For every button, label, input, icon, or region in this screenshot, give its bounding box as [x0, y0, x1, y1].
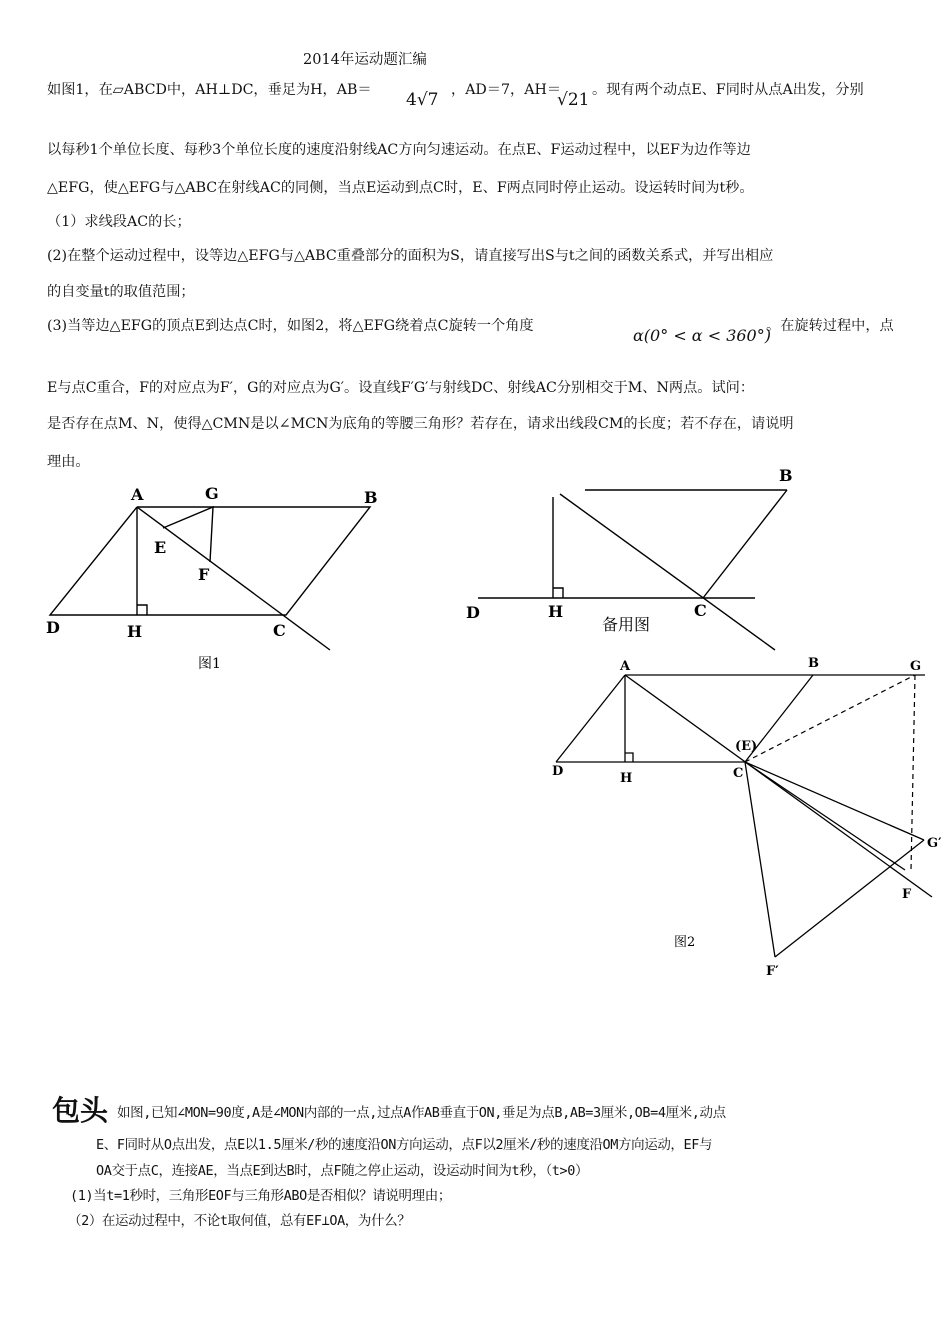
fig2-label-d: D: [552, 764, 564, 779]
problem2-line1: 如图,已知∠MON=90度,A是∠MON内部的一点,过点A作AB垂直于ON,垂足为点B,AB=3厘米,OB=4厘米,动点: [117, 1105, 726, 1121]
ab-value: 4√7: [406, 90, 439, 110]
fig2-label-g: G: [910, 659, 922, 674]
rotation-angle: α(0° < α < 360°): [633, 326, 771, 345]
fig1-label-d: D: [46, 618, 60, 637]
fig1-label-g: G: [205, 484, 219, 503]
problem2-question2: （2）在运动过程中，不论t取何值，总有EF⊥OA，为什么？: [68, 1213, 411, 1229]
fig1-label-b: B: [364, 488, 378, 507]
figure1-ray-ac: [137, 507, 330, 650]
question1: （1）求线段AC的长；: [47, 214, 191, 230]
backup-side-bc: [703, 490, 787, 598]
fig2-dashed-cg: [745, 675, 915, 762]
fig2-cf: [745, 762, 905, 870]
ah-value: √21: [557, 90, 590, 110]
fig1-label-e: E: [154, 538, 167, 557]
backup-caption: 备用图: [602, 615, 651, 634]
city-heading: 包头: [52, 1094, 109, 1127]
fig2-cg-prime: [745, 762, 924, 840]
backup-ray-ac: [560, 494, 775, 650]
fig2-label-f: F: [902, 887, 912, 902]
problem1-line1-a: 如图1，在: [47, 82, 113, 98]
parallelogram-symbol: ▱: [112, 82, 124, 98]
backup-label-d: D: [466, 603, 480, 622]
fig2-label-c: C: [733, 766, 744, 781]
problem2-line2: E、F同时从O点出发，点E以1.5厘米/秒的速度沿ON方向运动，点F以2厘米/秒的速度沿OM方向运动，EF与: [96, 1137, 713, 1153]
fig2-cf-prime: [745, 762, 775, 957]
question3-c: E与点C重合，F的对应点为F′，G的对应点为G′。设直线F′G′与射线DC、射线AC分别相交于M、N两点。试问：: [47, 380, 755, 396]
figure2-caption: 图2: [674, 935, 696, 950]
fig2-side-ad: [556, 675, 625, 762]
problem2-line3: OA交于点C，连接AE，当点E到达B时，点F随之停止运动，设运动时间为t秒，（t>0）: [96, 1163, 589, 1179]
question3-b: 。在旋转过程中，点: [766, 318, 894, 334]
question2-b: 的自变量t的取值范围；: [47, 284, 195, 300]
figure1-caption: 图1: [198, 656, 221, 672]
problem1-line3: △EFG，使△EFG与△ABC在射线AC的同侧，当点E运动到点C时，E、F两点同时停止运动。设运转时间为t秒。: [47, 180, 754, 196]
fig2-label-e: (E): [735, 739, 758, 754]
backup-label-b: B: [779, 466, 793, 485]
fig2-label-g-prime: G′: [927, 836, 942, 851]
fig1-label-a: A: [131, 485, 144, 504]
figure1: [50, 507, 370, 650]
question2-a: (2)在整个运动过程中，设等边△EFG与△ABC重叠部分的面积为S，请直接写出S与t之间的函数关系式，并写出相应: [47, 248, 774, 264]
question3-a: (3)当等边△EFG的顶点E到达点C时，如图2，将△EFG绕着点C旋转一个角度: [47, 318, 534, 334]
fig2-label-h: H: [620, 771, 633, 786]
question3-d: 是否存在点M、N，使得△CMN是以∠MCN为底角的等腰三角形？若存在，请求出线段CM的长度；若不存在，请说明: [47, 416, 794, 432]
fig2-right-angle: [625, 753, 633, 762]
problem1-line1-b: ABCD中，AH⊥DC，垂足为H，AB＝: [123, 82, 372, 98]
figure1-right-angle: [137, 605, 147, 615]
backup-label-c: C: [694, 601, 707, 620]
question3-e: 理由。: [47, 454, 90, 470]
fig2-dashed-gf: [911, 675, 915, 870]
backup-label-h: H: [548, 602, 564, 621]
backup-right-angle: [553, 588, 563, 598]
problem1-line1-d: 。现有两个动点E、F同时从点A出发，分别: [592, 82, 864, 98]
fig1-label-h: H: [127, 622, 143, 641]
fig1-label-f: F: [198, 565, 210, 584]
fig2-label-b: B: [808, 656, 819, 671]
fig2-label-f-prime: F′: [766, 964, 779, 979]
problem2-question1: (1)当t=1秒时，三角形EOF与三角形ABO是否相似？请说明理由；: [70, 1188, 451, 1204]
figure2-labels: [552, 656, 942, 979]
fig2-ray-ac: [625, 675, 932, 897]
problem1-line1-c: ，AD＝7，AH＝: [451, 82, 562, 98]
figure1-triangle-efg: [163, 507, 213, 562]
fig2-label-a: A: [620, 659, 631, 674]
figure2: [556, 675, 932, 957]
fig1-label-c: C: [273, 621, 286, 640]
problem1-line2: 以每秒1个单位长度、每秒3个单位长度的速度沿射线AC方向匀速运动。在点E、F运动过程中，以EF为边作等边: [47, 142, 751, 158]
page-title: 2014年运动题汇编: [303, 52, 427, 68]
